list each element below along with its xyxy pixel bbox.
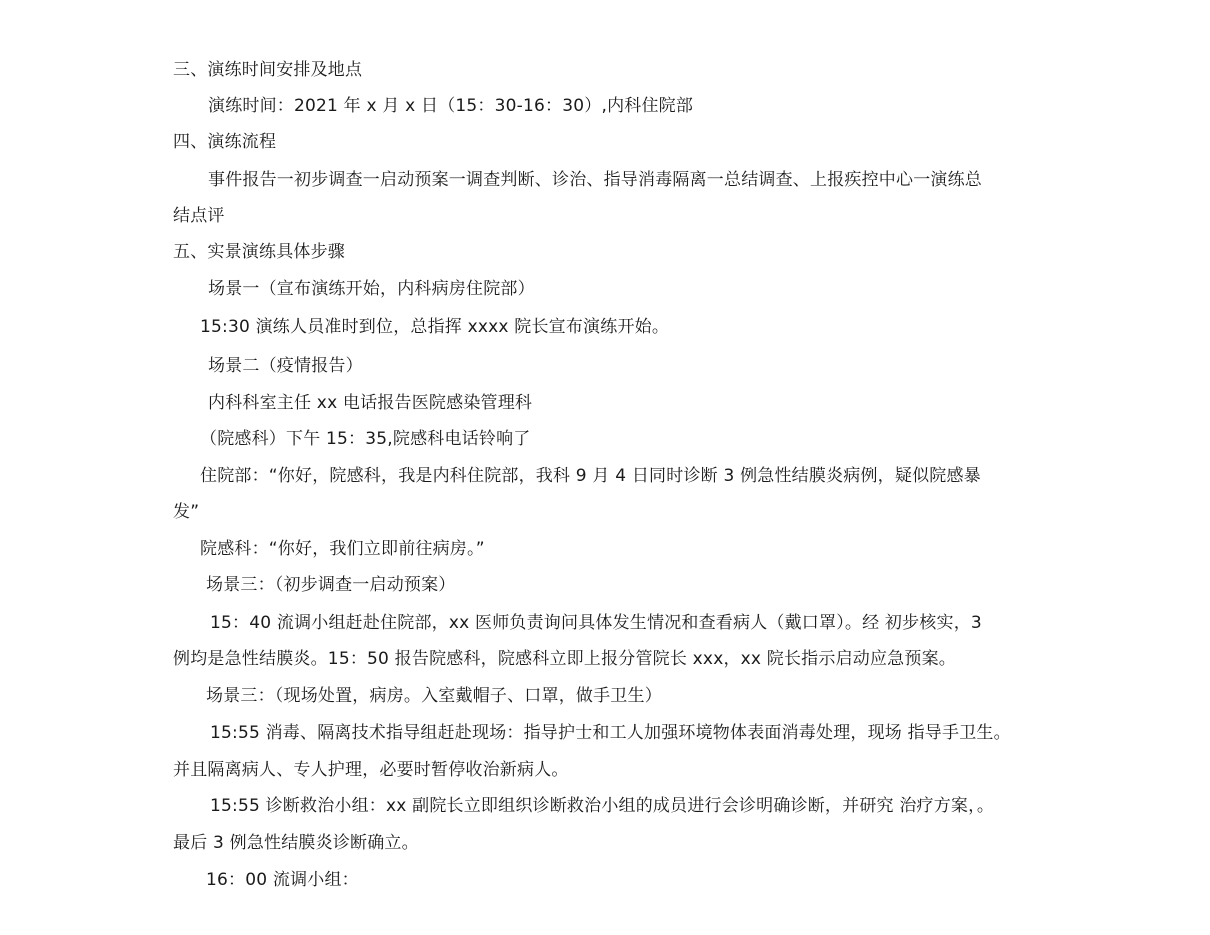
scene-1-text: 15:30 演练人员准时到位，总指挥 xxxx 院长宣布演练开始。	[200, 317, 670, 337]
scene-3b-heading: 场景三：（现场处置，病房。入室戴帽子、口罩，做手卫生）	[206, 686, 662, 706]
scene-3a-heading: 场景三：（初步调查一启动预案）	[206, 575, 456, 595]
section-heading-4: 四、演练流程	[173, 132, 277, 152]
process-text-cont: 结点评	[173, 206, 225, 226]
diagnosis-text-cont: 最后 3 例急性结膜炎诊断确立。	[173, 833, 419, 853]
scene-3b-text-cont: 并且隔离病人、专人护理，必要时暂停收治新病人。	[173, 760, 569, 780]
scene-1-heading: 场景一（宣布演练开始，内科病房住院部）	[208, 279, 535, 299]
section-heading-3: 三、演练时间安排及地点	[173, 60, 363, 80]
diagnosis-text: 15:55 诊断救治小组：xx 副院长立即组织诊断救治小组的成员进行会诊明确诊断，并研究 治疗方案，。	[210, 796, 995, 816]
epidemiology-group-text: 16：00 流调小组：	[206, 870, 359, 890]
scene-2-heading: 场景二（疫情报告）	[208, 356, 363, 376]
scene-3a-text: 15：40 流调小组赶赴住院部，xx 医师负责询问具体发生情况和查看病人（戴口罩）。经 初步核实，3	[210, 613, 982, 633]
dialogue-infection-dept: 院感科：“你好，我们立即前往病房。”	[200, 539, 485, 559]
scene-3b-text: 15:55 消毒、隔离技术指导组赶赴现场：指导护士和工人加强环境物体表面消毒处理，现场 指导手卫生。	[210, 723, 1011, 743]
dialogue-ward: 住院部：“你好，院感科，我是内科住院部，我科 9 月 4 日同时诊断 3 例急性结膜炎病例，疑似院感暴	[200, 466, 981, 486]
process-text: 事件报告一初步调查一启动预案一调查判断、诊治、指导消毒隔离一总结调查、上报疾控中心一演练总	[208, 170, 982, 190]
scene-2-text: 内科科室主任 xx 电话报告医院感染管理科	[208, 393, 533, 413]
section-heading-5: 五、实景演练具体步骤	[173, 242, 345, 262]
dialogue-ward-cont: 发”	[173, 502, 200, 522]
scene-2-call: （院感科）下午 15：35,院感科电话铃响了	[200, 429, 531, 449]
scene-3a-text-cont: 例均是急性结膜炎。15：50 报告院感科，院感科立即上报分管院长 xxx，xx 院长指示启动应急预案。	[173, 649, 956, 669]
drill-time-text: 演练时间：2021 年 x 月 x 日（15：30-16：30）,内科住院部	[208, 96, 694, 116]
